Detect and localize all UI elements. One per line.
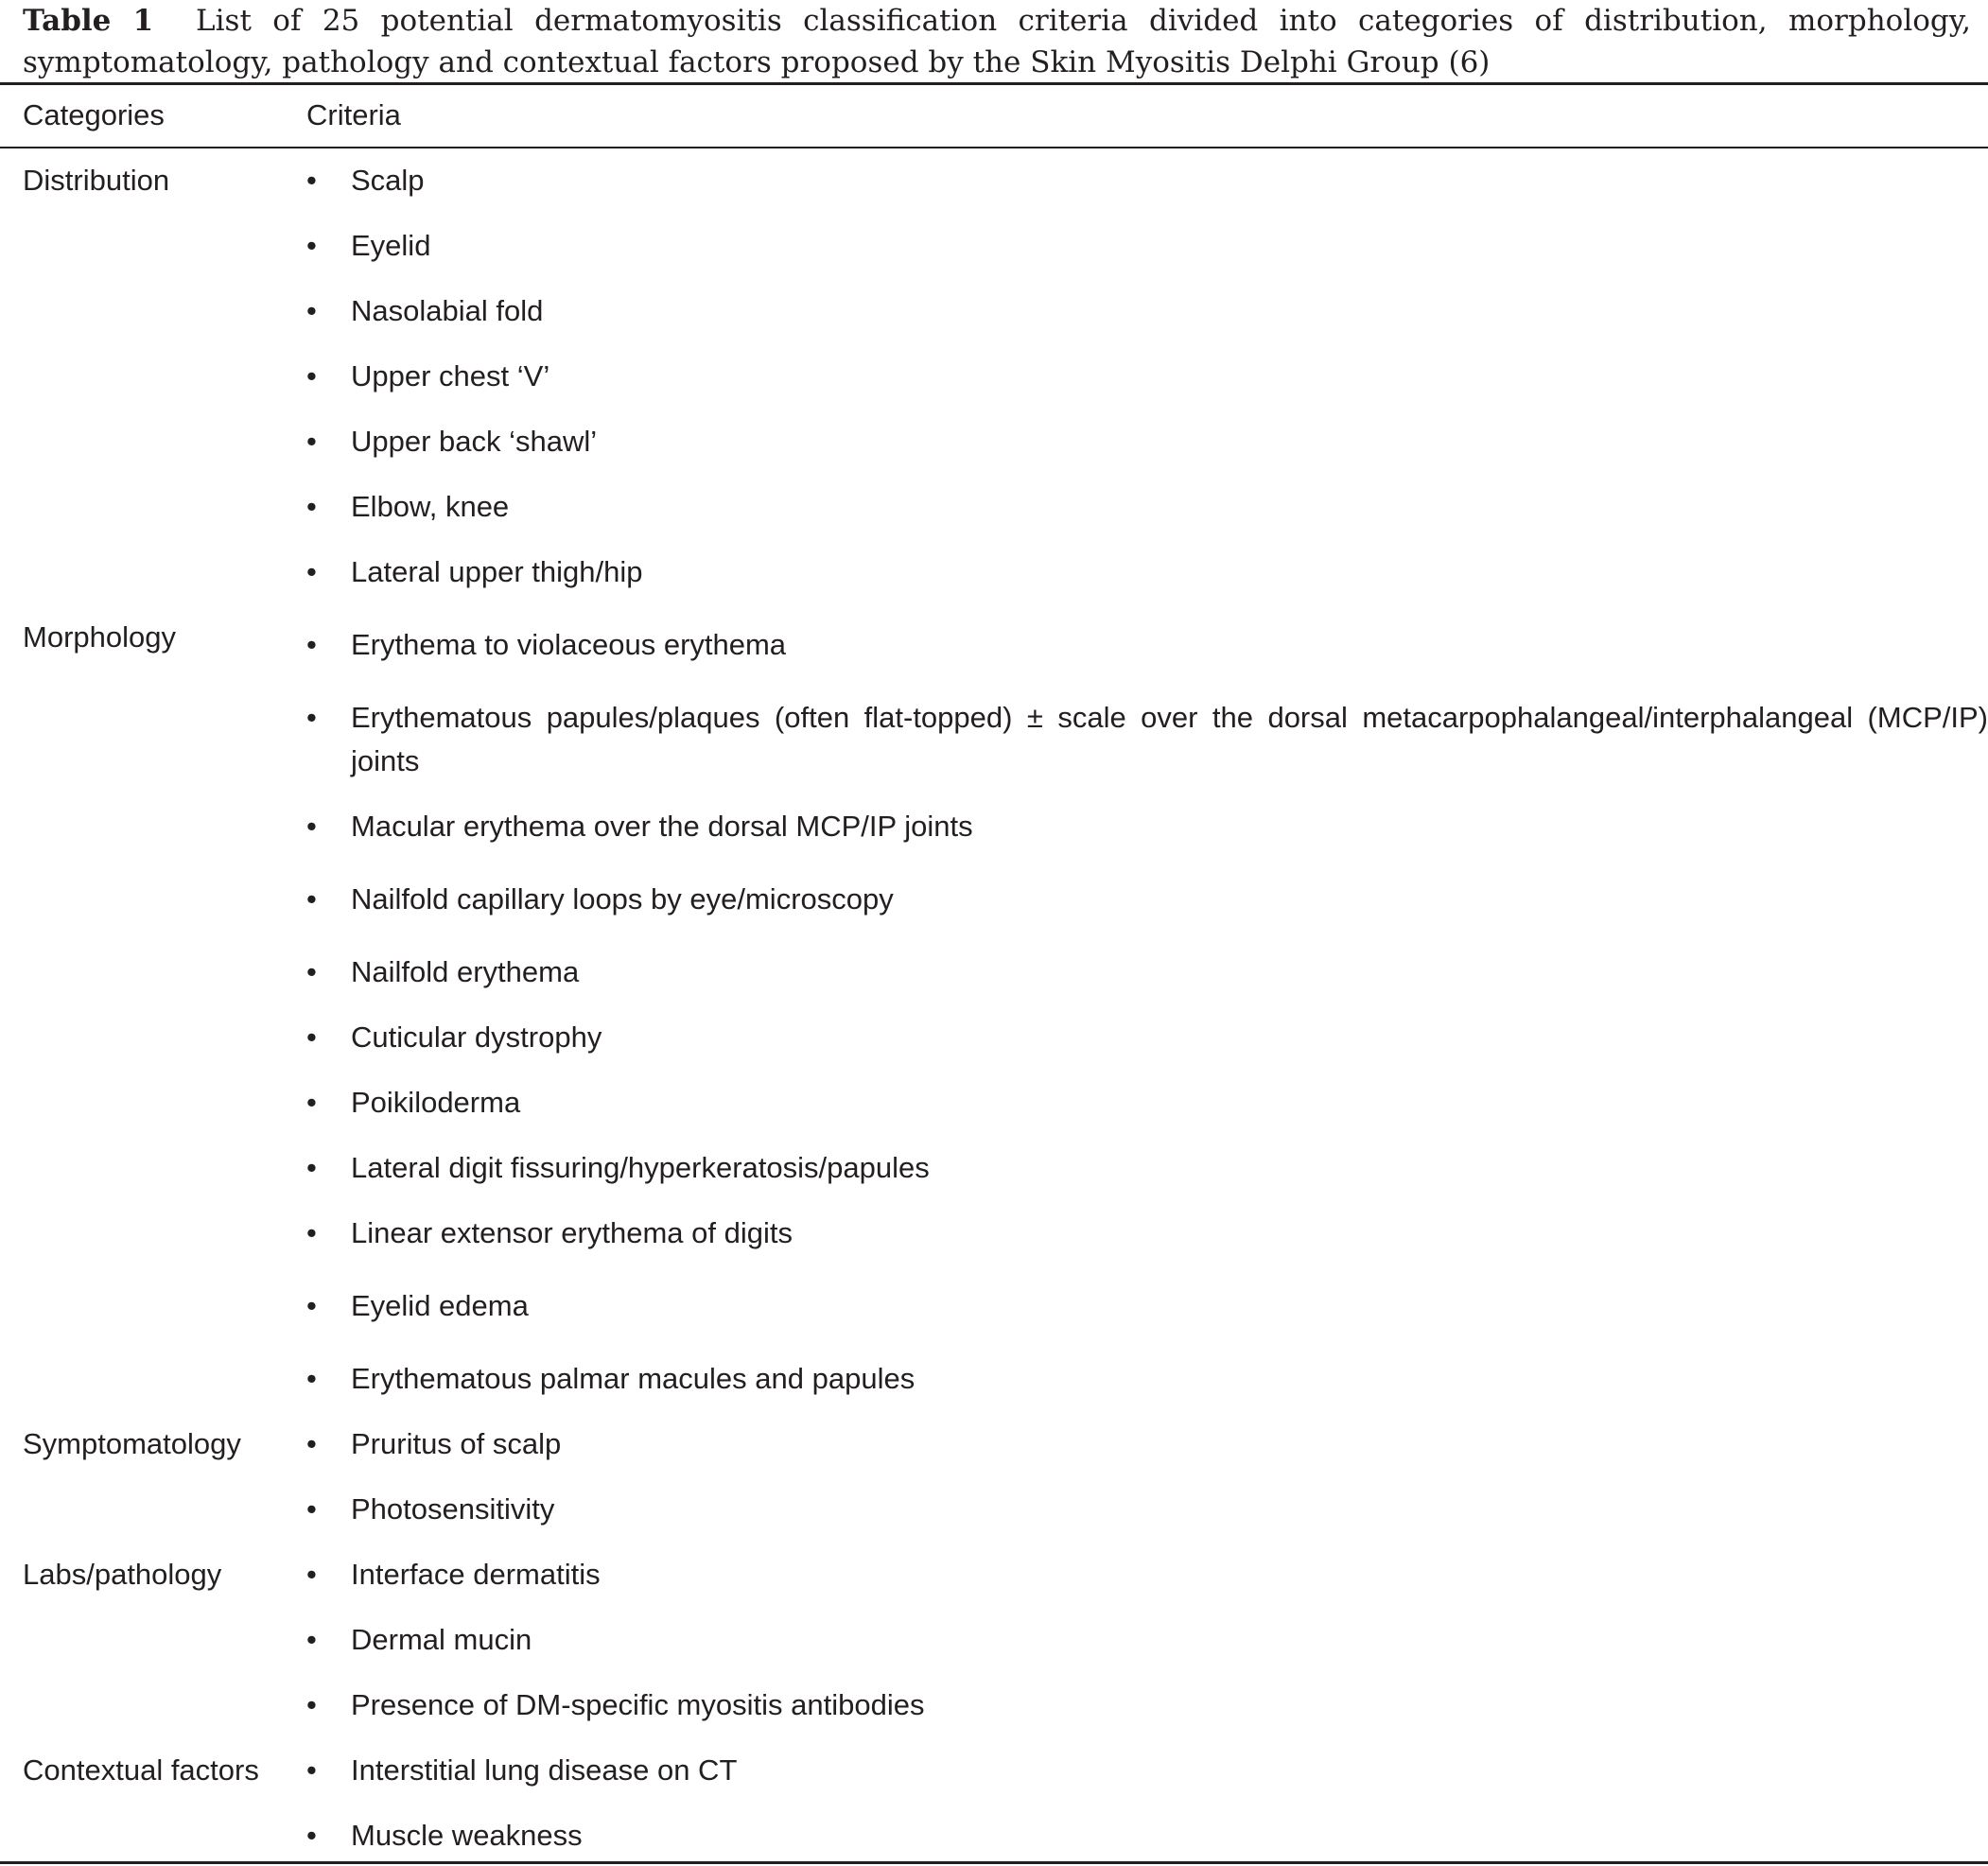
criterion-text: Elbow, knee (351, 490, 510, 523)
bottom-rule (0, 1861, 1988, 1864)
criterion-text: Photosensitivity (351, 1492, 555, 1526)
bullet: • (306, 1558, 317, 1591)
criterion-text: Nailfold erythema (351, 955, 580, 988)
criterion-text: Pruritus of scalp (351, 1427, 562, 1460)
bullet: • (306, 294, 317, 327)
bullet: • (306, 882, 317, 916)
bullet: • (306, 1688, 317, 1721)
criterion-text: Interstitial lung disease on CT (351, 1753, 738, 1787)
bullet: • (306, 1289, 317, 1322)
table-label: Table 1 (23, 4, 154, 38)
bullet: • (306, 490, 317, 523)
category-label: Morphology (23, 620, 176, 654)
table-caption (23, 0, 1971, 83)
bullet: • (306, 1362, 317, 1395)
bullet: • (306, 1086, 317, 1119)
bullet: • (306, 164, 317, 197)
criterion-text: Nasolabial fold (351, 294, 544, 327)
bullet: • (306, 229, 317, 262)
criterion-text: Scalp (351, 164, 425, 197)
criterion-text: Erythematous palmar macules and papules (351, 1362, 916, 1395)
criterion-text: Interface dermatitis (351, 1558, 601, 1591)
bullet: • (306, 1492, 317, 1526)
bullet: • (306, 555, 317, 588)
criterion-text: Eyelid edema (351, 1289, 529, 1322)
criterion-text: Lateral digit fissuring/hyperkeratosis/papules (351, 1151, 930, 1184)
criterion-text: Cuticular dystrophy (351, 1020, 602, 1054)
category-label: Contextual factors (23, 1753, 259, 1787)
bullet: • (306, 1151, 317, 1184)
bullet: • (306, 1623, 317, 1656)
bullet: • (306, 1427, 317, 1460)
bullet: • (306, 1020, 317, 1054)
criterion-text: Erythema to violaceous erythema (351, 628, 787, 661)
criterion-text: Linear extensor erythema of digits (351, 1216, 793, 1249)
bullet: • (306, 359, 317, 392)
criterion-text: Muscle weakness (351, 1819, 583, 1852)
header-rule (0, 147, 1988, 148)
column-header-criteria: Criteria (306, 98, 401, 131)
bullet: • (306, 425, 317, 458)
category-label: Labs/pathology (23, 1558, 222, 1591)
caption-text: List of 25 potential dermatomyositis classification criteria divided into categories of distribution, morphology, symptomatology, pathology and contextual factors proposed by the Skin Myositis Delphi Group (6) (23, 4, 1971, 79)
category-label: Symptomatology (23, 1427, 241, 1460)
bullet: • (306, 955, 317, 988)
criterion-text: Eyelid (351, 229, 431, 262)
bullet: • (306, 628, 317, 661)
bullet: • (306, 1216, 317, 1249)
criterion-text: Upper back ‘shawl’ (351, 425, 598, 458)
criterion-text: Presence of DM-specific myositis antibodies (351, 1688, 925, 1721)
bullet: • (306, 1819, 317, 1852)
criterion-text: Upper chest ‘V’ (351, 359, 550, 392)
criterion-text: Poikiloderma (351, 1086, 521, 1119)
criterion-text: Erythematous papules/plaques (often flat-topped) ± scale over the dorsal metacarpophalangeal/interphalangeal (MCP/IP) joints (351, 701, 1988, 777)
criterion-text: Lateral upper thigh/hip (351, 555, 643, 588)
criterion-text: Macular erythema over the dorsal MCP/IP joints (351, 810, 973, 843)
bullet: • (306, 810, 317, 843)
bullet: • (306, 701, 317, 734)
column-header-categories: Categories (23, 98, 165, 131)
criterion-text: Nailfold capillary loops by eye/microscopy (351, 882, 894, 916)
bullet: • (306, 1753, 317, 1787)
top-rule (0, 82, 1988, 85)
criterion-text: Dermal mucin (351, 1623, 532, 1656)
category-label: Distribution (23, 164, 170, 197)
